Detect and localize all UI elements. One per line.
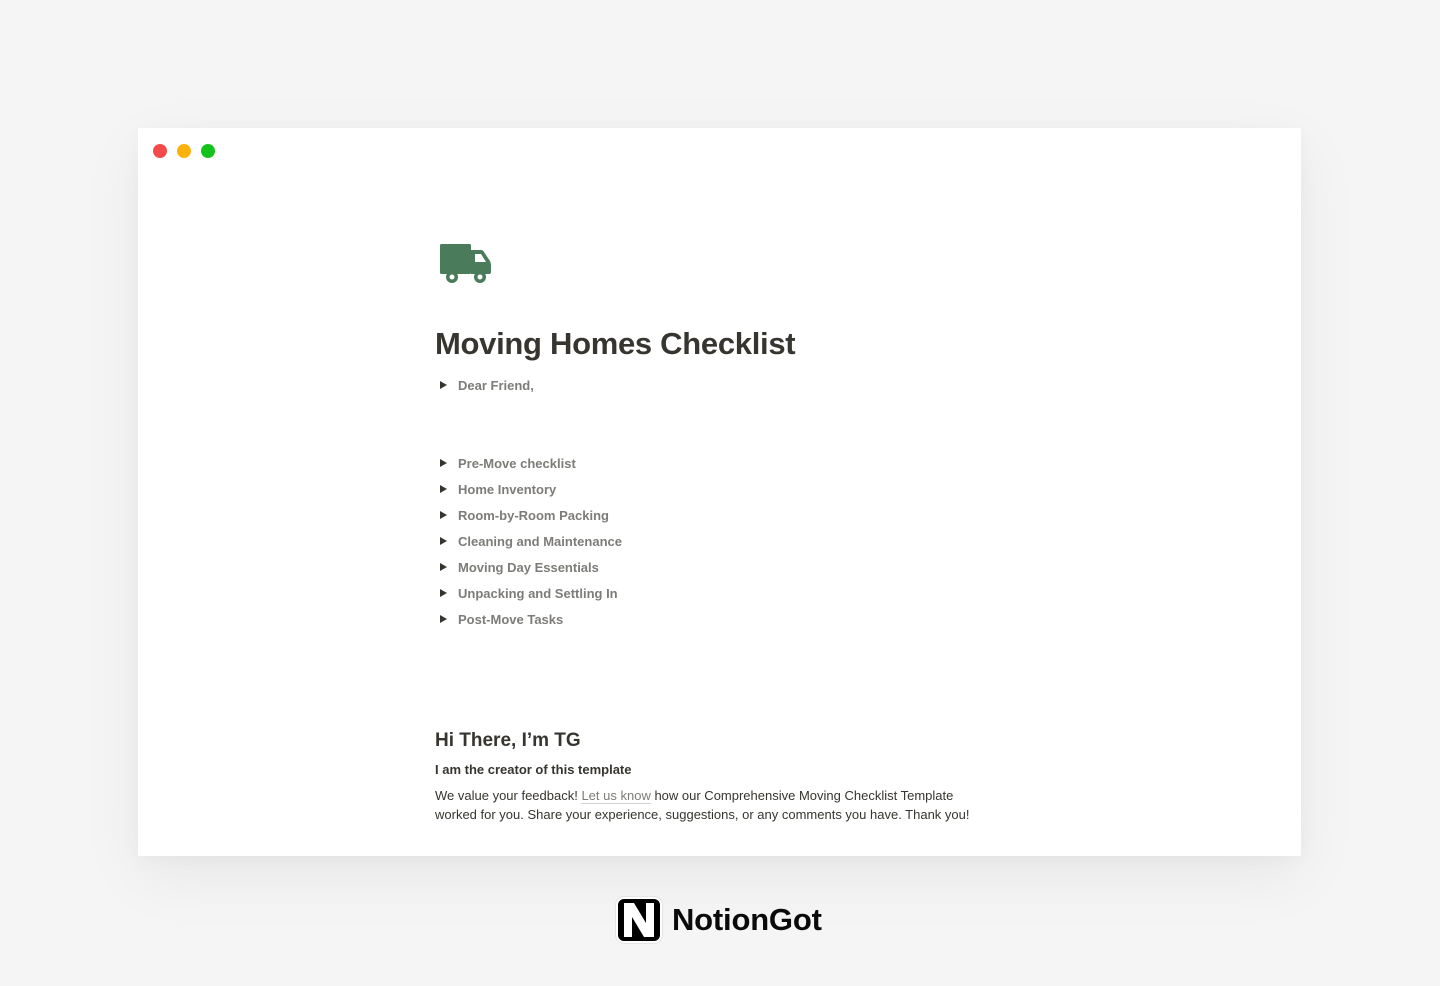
- toggle-label: Cleaning and Maintenance: [458, 533, 622, 549]
- toggle-arrow-icon[interactable]: [440, 459, 447, 467]
- toggle-label: Post-Move Tasks: [458, 611, 564, 627]
- toggle-room-by-room-packing[interactable]: [435, 505, 609, 525]
- window-controls: [153, 144, 215, 158]
- toggle-arrow-icon[interactable]: [440, 589, 447, 597]
- feedback-paragraph: [435, 786, 995, 824]
- toggle-label: Pre-Move checklist: [458, 455, 576, 471]
- minimize-window-button[interactable]: [177, 144, 191, 158]
- toggle-pre-move-checklist[interactable]: [435, 453, 576, 473]
- truck-icon[interactable]: [440, 244, 492, 286]
- toggle-arrow-icon[interactable]: [440, 615, 447, 623]
- feedback-text-end: how our Comprehensive Moving Checklist Template worked for you. Share your experience, suggestions, or any comments you have. Thank you!: [435, 788, 970, 822]
- toggle-home-inventory[interactable]: [435, 479, 556, 499]
- toggle-dear-friend[interactable]: [435, 375, 534, 395]
- toggle-label: Dear Friend,: [458, 377, 534, 393]
- toggle-moving-day-essentials[interactable]: [435, 557, 599, 577]
- brand-watermark: [616, 897, 822, 943]
- about-heading: Hi There, I’m TG: [435, 730, 581, 751]
- toggle-arrow-icon[interactable]: [440, 485, 447, 493]
- brand-name: NotionGot: [672, 902, 822, 937]
- app-window: [138, 128, 1301, 856]
- maximize-window-button[interactable]: [201, 144, 215, 158]
- toggle-post-move-tasks[interactable]: [435, 609, 563, 629]
- toggle-label: Moving Day Essentials: [458, 559, 599, 575]
- toggle-arrow-icon[interactable]: [440, 511, 447, 519]
- about-subheading: I am the creator of this template: [435, 762, 632, 777]
- close-window-button[interactable]: [153, 144, 167, 158]
- toggle-arrow-icon[interactable]: [440, 563, 447, 571]
- toggle-unpacking-and-settling-in[interactable]: [435, 583, 618, 603]
- toggle-label: Unpacking and Settling In: [458, 585, 618, 601]
- page-title: Moving Homes Checklist: [435, 326, 796, 361]
- toggle-label: Room-by-Room Packing: [458, 507, 609, 523]
- feedback-text-start: We value your feedback!: [435, 788, 582, 803]
- notiongot-logo-icon: [616, 897, 662, 943]
- toggle-cleaning-and-maintenance[interactable]: [435, 531, 622, 551]
- feedback-link[interactable]: Let us know: [581, 788, 651, 803]
- toggle-label: Home Inventory: [458, 481, 557, 497]
- toggle-arrow-icon[interactable]: [440, 537, 447, 545]
- toggle-arrow-icon[interactable]: [440, 381, 447, 389]
